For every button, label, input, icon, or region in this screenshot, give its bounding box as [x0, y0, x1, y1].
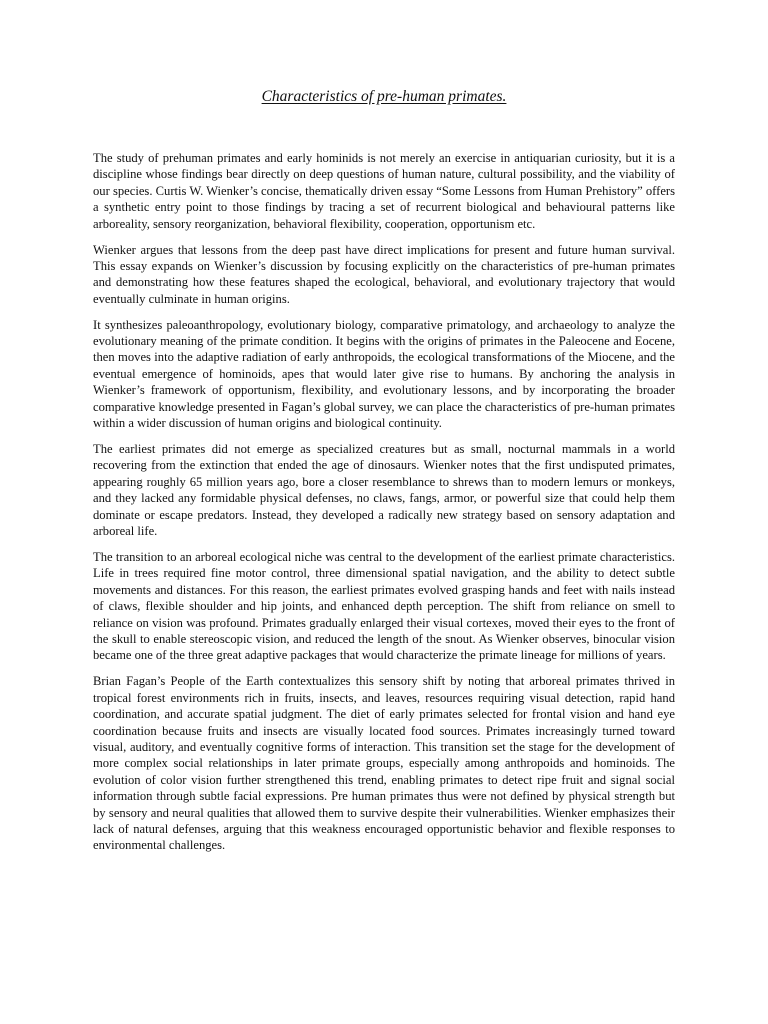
paragraph: It synthesizes paleoanthropology, evolutionary biology, comparative primatology, and archaeology to analyze the evolutionary meaning of the primate condition. It begins with the origins of primates in the Paleocene and Eocene, then moves into the adaptive radiation of early anthropoids, the ecological transformations of the Miocene, and the eventual emergence of hominoids, apes that would later give rise to humans. By anchoring the analysis in Wienker’s framework of opportunism, flexibility, and evolutionary lessons, and by incorporating the broader comparative knowledge presented in Fagan’s global survey, we can place the characteristics of pre-human primates within a wider discussion of human origins and biological continuity. [93, 317, 675, 431]
paragraph: The study of prehuman primates and early hominids is not merely an exercise in antiquarian curiosity, but it is a discipline whose findings bear directly on deep questions of human nature, cultural possibility, and the viability of our species. Curtis W. Wienker’s concise, thematically driven essay “Some Lessons from Human Prehistory” offers a synthetic entry point to those findings by tracing a set of recurrent biological and behavioural patterns like arboreality, sensory reorganization, behavioral flexibility, cooperation, opportunism etc. [93, 151, 675, 231]
paragraph: Brian Fagan’s People of the Earth contextualizes this sensory shift by noting that arboreal primates thrived in tropical forest environments rich in fruits, insects, and leaves, resources requiring visual detection, rapid hand coordination, and accurate spatial judgment. The diet of early primates selected for frontal vision and hand eye coordination because fruits and insects are visually located food sources. Primates increasingly turned toward visual, auditory, and eventually cognitive forms of interaction. This transition set the stage for the development of more complex social relationships in later primate groups, especially among anthropoids and hominoids. The evolution of color vision further strengthened this trend, enabling primates to detect ripe fruit and signal social information through subtle facial expressions. Pre human primates thus were not defined by physical strength but by sensory and neural qualities that allowed them to survive despite their vulnerabilities. Wienker emphasizes their lack of natural defenses, arguing that this weakness encouraged opportunistic behavior and flexible responses to environmental challenges. [93, 674, 675, 853]
paragraph: The transition to an arboreal ecological niche was central to the development of the earliest primate characteristics. Life in trees required fine motor control, three dimensional spatial navigation, and the ability to detect subtle movements and distances. For this reason, the earliest primates evolved grasping hands and feet with nails instead of claws, flexible shoulder and hip joints, and enhanced depth perception. The shift from reliance on smell to reliance on vision was profound. Primates gradually enlarged their visual cortexes, moved their eyes to the front of the skull to enable stereoscopic vision, and reduced the length of the snout. As Wienker observes, binocular vision became one of the three great adaptive packages that would characterize the primate lineage for millions of years. [93, 549, 675, 663]
paragraph: Wienker argues that lessons from the deep past have direct implications for present and future human survival. This essay expands on Wienker’s discussion by focusing explicitly on the characteristics of pre-human primates and demonstrating how these features shaped the ecological, behavioral, and evolutionary trajectory that would eventually culminate in human origins. [93, 242, 675, 306]
document-body [93, 150, 675, 863]
document-title: Characteristics of pre-human primates. [261, 88, 507, 105]
paragraph: The earliest primates did not emerge as specialized creatures but as small, nocturnal mammals in a world recovering from the extinction that ended the age of dinosaurs. Wienker notes that the first undisputed primates, appearing roughly 65 million years ago, bore a closer resemblance to shrews than to modern lemurs or monkeys, and they lacked any formidable physical defenses, no claws, fangs, armor, or powerful size that could help them dominate or escape predators. Instead, they developed a radically new strategy based on sensory adaptation and arboreal life. [93, 442, 675, 539]
